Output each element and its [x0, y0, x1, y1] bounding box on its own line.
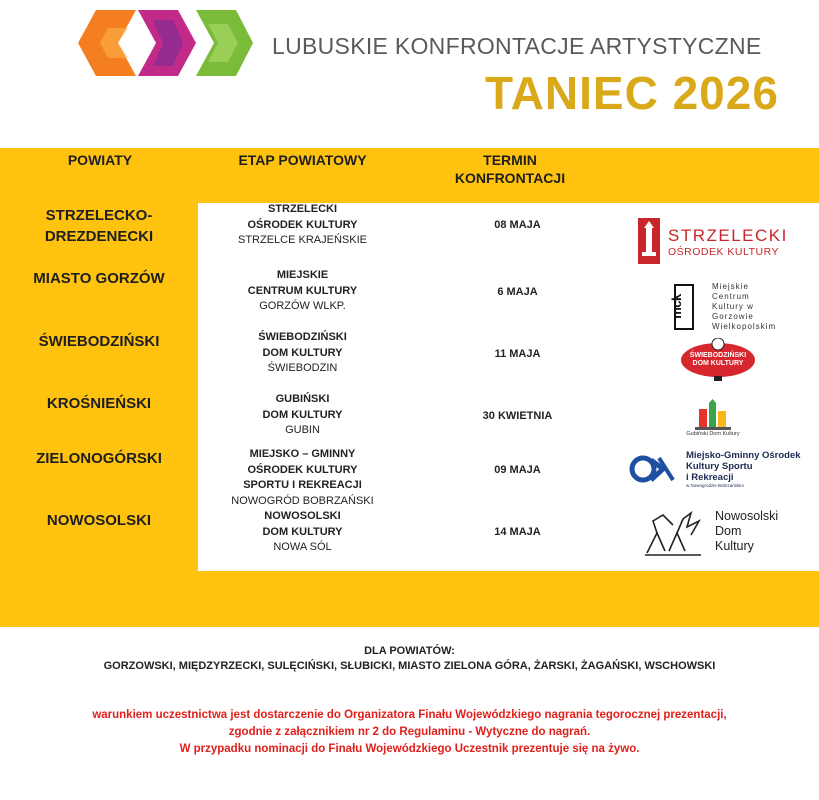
venue-name-line: DOM KULTURY [262, 346, 343, 359]
date-sdk: 11 MAJA [494, 348, 541, 360]
gdk-logo [683, 399, 743, 441]
venue-name-line: DOM KULTURY [262, 408, 343, 421]
mck-logo-caption: Miejskie Centrum Kultury w Gorzowie Wielkopolskim [712, 282, 777, 331]
mgoksir-logo-text [686, 450, 801, 489]
date-strzelecki: 08 MAJA [494, 219, 541, 231]
district-line: MIASTO GORZÓW [33, 270, 165, 287]
mgoksir-logo-line: Miejsko-Gminny Ośrodek [686, 450, 801, 461]
venue-name-line: GUBIŃSKI [275, 393, 330, 405]
venue-mck-gorzow [200, 268, 405, 315]
mck-logo-mark [668, 284, 694, 330]
header-title: TANIEC 2026 [485, 67, 779, 119]
date-mgoksir: 09 MAJA [494, 464, 541, 476]
venue-name-line: ŚWIEBODZIŃSKI [258, 331, 347, 343]
venue-name-line: SPORTU I REKREACJI [243, 479, 362, 491]
venue-name-line: OŚRODEK KULTURY [247, 463, 358, 476]
district-line: ZIELONOGÓRSKI [36, 450, 162, 467]
header-subtitle: LUBUSKIE KONFRONTACJE ARTYSTYCZNE [272, 33, 762, 59]
venue-name-line: DOM KULTURY [262, 525, 343, 538]
mck-logo-text: mck [668, 294, 684, 319]
venue-strzelecki-ok [200, 202, 405, 249]
footer-note-line2: zgodnie z załącznikiem nr 2 do Regulaminu - Wytyczne do nagrań. [228, 726, 591, 738]
column-header-district: POWIATY [67, 152, 133, 168]
venue-name-line: STRZELECKI [267, 203, 338, 215]
footer-note-line1: warunkiem uczestnictwa jest dostarczenie do Organizatora Finału Wojewódzkiego nagrania tegorocznej prezentacji, [92, 709, 727, 721]
district-krosnienski [0, 393, 198, 414]
district-line: ŚWIEBODZIŃSKI [38, 333, 160, 350]
sdk-logo-line: ŚWIEBODZIŃSKI [689, 352, 747, 359]
district-strzelecko-drezdenecki [0, 205, 198, 247]
venue-name-line: NOWOSOLSKI [264, 510, 341, 522]
mgoksir-logo [629, 450, 809, 490]
mgoksir-logo-line: w Nowogrodzie Bobrzańskim [686, 483, 745, 488]
venue-name-line: CENTRUM KULTURY [247, 284, 358, 297]
venue-name-line: MIEJSKIE [276, 269, 329, 281]
column-header-term-line1: TERMIN [483, 152, 537, 168]
footer-note-line3: W przypadku nominacji do Finału Wojewódzkiego Uczestnik prezentuje się na żywo. [179, 743, 640, 755]
ndk-logo-mark [643, 511, 705, 557]
ndk-logo-line: Kultury [715, 539, 754, 553]
strzelecki-logo-text: STRZELECKI [668, 226, 788, 245]
district-nowosolski [0, 510, 198, 531]
district-line: STRZELECKO- [45, 207, 153, 224]
footer-district-list: GORZOWSKI, MIĘDZYRZECKI, SULĘCIŃSKI, SŁUBICKI, MIASTO ZIELONA GÓRA, ŻARSKI, ŻAGAŃSKI, WSCHOWSKI [103, 660, 716, 672]
header [0, 0, 819, 148]
strzelecki-tower-icon [638, 218, 660, 264]
district-miasto-gorzow [0, 268, 198, 289]
date-gdk: 30 KWIETNIA [482, 410, 553, 422]
district-zielonogorski [0, 448, 198, 469]
mgoksir-logo-line: i Rekreacji [686, 472, 734, 483]
venue-name-line: MIEJSKO – GMINNY [249, 448, 356, 460]
date-mck: 6 MAJA [497, 286, 538, 298]
sdk-logo [678, 338, 758, 382]
ndk-logo-line: Nowosolski [715, 509, 779, 523]
venue-city: GORZÓW WLKP. [259, 300, 346, 312]
column-header-term-line2: KONFRONTACJI [454, 170, 566, 186]
mck-logo [668, 282, 777, 334]
lka-logo [78, 10, 253, 76]
ndk-logo-text [715, 509, 778, 554]
gdk-logo-shape [683, 399, 743, 431]
sdk-logo-line: DOM KULTURY [692, 360, 744, 367]
venue-city: NOWOGRÓD BOBRZAŃSKI [231, 494, 374, 507]
district-line: KROŚNIEŃSKI [46, 395, 152, 412]
venue-sdk [200, 330, 405, 377]
ndk-logo-line: Dom [715, 524, 742, 538]
venue-ndk [200, 509, 405, 556]
sdk-logo-text [678, 352, 758, 368]
footer-label: DLA POWIATÓW: [364, 645, 455, 657]
district-line: DREZDENECKI [44, 228, 154, 245]
date-ndk: 14 MAJA [494, 526, 541, 538]
ndk-logo [643, 509, 803, 559]
venue-city: ŚWIEBODZIN [267, 362, 338, 374]
gdk-logo-text: Gubiński Dom Kultury [686, 431, 740, 437]
mgoksir-logo-line: Kultury Sportu [686, 461, 753, 472]
column-header-term [430, 151, 590, 187]
column-header-stage: ETAP POWIATOWY [238, 152, 367, 168]
venue-city: STRZELCE KRAJEŃSKIE [238, 234, 367, 246]
venue-name-line: OŚRODEK KULTURY [247, 218, 358, 231]
district-swiebodzinski [0, 331, 198, 352]
venue-mgoksir [200, 447, 405, 509]
district-line: NOWOSOLSKI [46, 512, 152, 529]
venue-gdk [200, 392, 405, 439]
strzelecki-logo-subtext: OŚRODEK KULTURY [668, 246, 779, 258]
venue-city: GUBIN [285, 424, 320, 436]
strzelecki-logo [638, 218, 793, 266]
mgoksir-logo-mark [629, 452, 677, 486]
venue-city: NOWA SÓL [273, 541, 332, 553]
